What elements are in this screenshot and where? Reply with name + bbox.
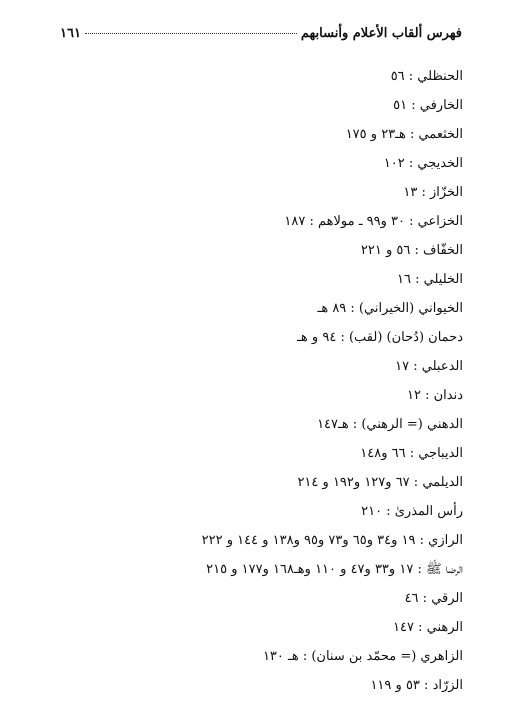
index-entry: الرقي : ٤٦ [404, 591, 463, 606]
index-entry: الخارفي : ٥١ [393, 98, 463, 113]
running-header-title: فهرس ألقاب الأعلام وأنسابهم [300, 26, 462, 41]
index-entry: رأس المذرىٰ : ٢١٠ [361, 504, 463, 519]
page-number: ١٦١ [60, 26, 81, 41]
index-entry: الرازي : ١٩ و٣٤ و٦٥ و٧٣ و٩٥ و١٣٨ و ١٤٤ و ٢٢٢ [201, 533, 463, 548]
index-entry: الرضا ﷺ : ١٧ و٣٣ و٤٧ و ١١٠ وهـ١٦٨ و١٧٧ و ٢١٥ [206, 562, 463, 577]
index-entry: الخزّاز : ١٣ [403, 185, 463, 200]
index-entry: الزرّاد : ٥٣ و ١١٩ [370, 678, 463, 693]
running-header [60, 26, 462, 48]
index-entry: الزاهري (= محمّد بن سنان) : هـ ١٣٠ [262, 649, 463, 664]
index-entry: الخزاعي : ٣٠ و٩٩ ـ مولاهم : ١٨٧ [284, 214, 463, 229]
index-entry: الدعبلي : ١٧ [395, 359, 463, 374]
index-entry: الخديجي : ١٠٢ [383, 156, 463, 171]
index-entry: الخفّاف : ٥٦ و ٢٢١ [360, 243, 463, 258]
index-entry: الديباجي : ٦٦ و١٤٨ [360, 446, 463, 461]
index-entry: الخليلي : ١٦ [397, 272, 463, 287]
index-entry: دندان : ١٢ [406, 388, 463, 403]
index-entry-list [43, 62, 463, 700]
index-entry: الحنظلي : ٥٦ [390, 69, 463, 84]
index-entry: الرهني : ١٤٧ [393, 620, 463, 635]
leader-dots [85, 33, 297, 34]
index-entry: الخثعمي : هـ٢٣ و ١٧٥ [345, 127, 463, 142]
index-entry: الديلمي : ٦٧ و١٢٧ و١٩٢ و ٢١٤ [297, 475, 463, 490]
index-entry: الدهني (= الرهني) : هـ١٤٧ [317, 417, 463, 432]
index-entry: الخيواني (الخيراني) : ٨٩ هـ [317, 301, 463, 316]
index-entry: دحمان (دُحان) (لقب) : ٩٤ و هـ [297, 330, 463, 345]
